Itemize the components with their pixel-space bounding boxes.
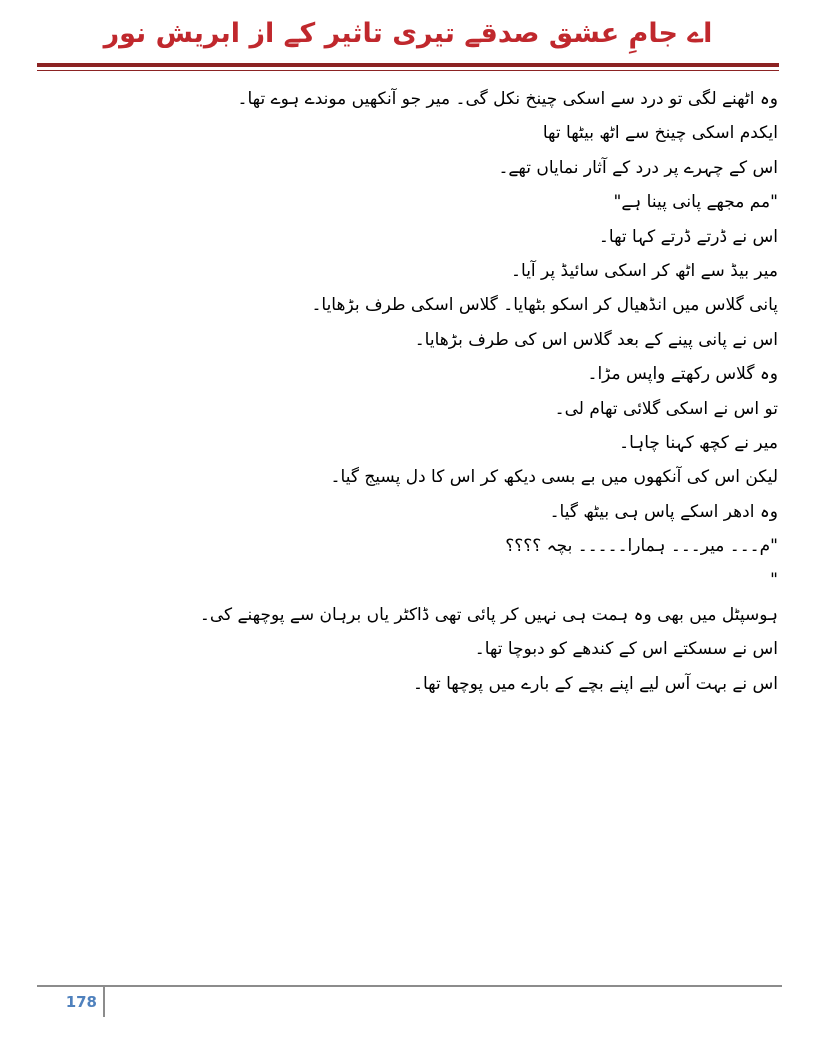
page-number-box xyxy=(37,987,105,1017)
page-number: 178 xyxy=(65,993,97,1011)
text-line: ایکدم اسکی چینخ سے اٹھ بیٹھا تھا xyxy=(542,123,778,144)
header-rule-thick xyxy=(37,63,779,67)
text-line: "مم مجھے پانی پینا ہے" xyxy=(613,192,778,213)
text-line: میر بیڈ سے اٹھ کر اسکی سائیڈ پر آیا۔ xyxy=(511,260,778,281)
footer-rule xyxy=(37,985,782,987)
text-line: لیکن اس کی آنکھوں میں بے بسی دیکھ کر اس کا دل پسیج گیا۔ xyxy=(330,467,778,488)
text-line: تو اس نے اسکی گلائی تھام لی۔ xyxy=(554,398,778,419)
text-line: "م۔۔۔ میر۔۔۔ ہمارا۔۔۔۔۔ بچہ ؟؟؟؟ xyxy=(505,536,778,557)
text-line: وہ ادھر اسکے پاس ہی بیٹھ گیا۔ xyxy=(549,501,778,522)
text-line: " xyxy=(770,570,778,591)
text-line: اس نے ڈرتے ڈرتے کہا تھا۔ xyxy=(598,226,778,247)
text-line: اس نے بہت آس لیے اپنے بچے کے بارے میں پوچھا تھا۔ xyxy=(412,673,778,694)
body-text xyxy=(100,82,778,701)
text-line: اس نے سسکتے اس کے کندھے کو دبوچا تھا۔ xyxy=(474,639,778,660)
text-line: اس نے پانی پینے کے بعد گلاس اس کی طرف بڑھایا۔ xyxy=(414,329,778,350)
text-line: وہ اٹھنے لگی تو درد سے اسکی چینخ نکل گی۔ میر جو آنکھیں موندے ہوے تھا۔ xyxy=(237,89,778,109)
text-line: ہوسپٹل میں بھی وہ ہمت ہی نہیں کر پائی تھی ڈاکٹر یاں برہان سے پوچھنے کی۔ xyxy=(199,604,778,625)
text-line: اس کے چہرے پر درد کے آثار نمایاں تھے۔ xyxy=(498,157,778,178)
header-title: اے جامِ عشق صدقے تیری تاثیر کے از ابریش نور xyxy=(103,18,713,49)
text-line: پانی گلاس میں انڈھیال کر اسکو بٹھایا۔ گلاس اسکی طرف بڑھایا۔ xyxy=(311,295,778,316)
header-rule-thin xyxy=(37,70,779,71)
text-line: میر نے کچھ کہنا چاہا۔ xyxy=(619,432,778,453)
text-line: وہ گلاس رکھتے واپس مڑا۔ xyxy=(587,364,778,385)
